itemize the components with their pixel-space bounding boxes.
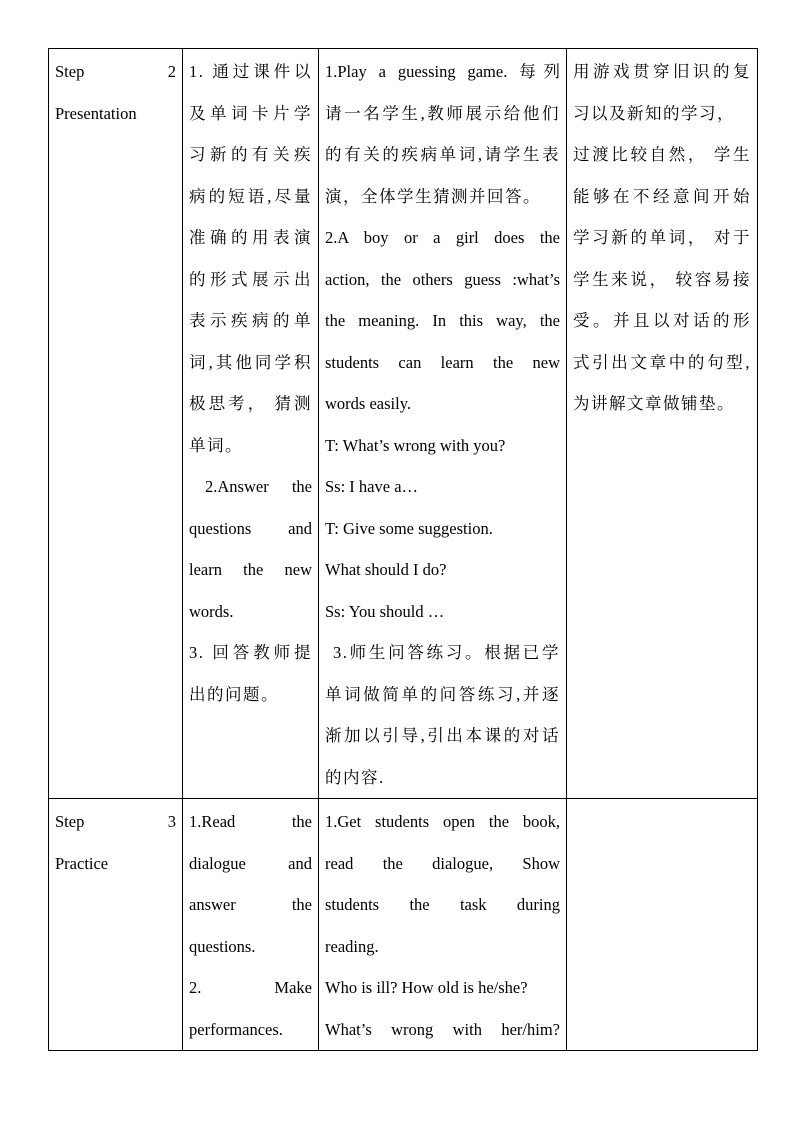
student-line: dialogue and xyxy=(189,853,312,873)
purpose-line: 为讲解文章做铺垫。 xyxy=(573,394,735,413)
step-number: 3 xyxy=(167,812,176,831)
teacher-line: T: What’s wrong with you? xyxy=(325,435,506,455)
teacher-line: 2.A boy or a girl does the xyxy=(325,228,560,247)
step-name: Practice xyxy=(55,853,109,873)
teacher-line: 请一名学生,教师展示给他们 xyxy=(325,103,560,123)
student-activity-cell xyxy=(183,49,319,799)
step-cell xyxy=(49,49,183,799)
table-row-step-2 xyxy=(49,49,758,799)
student-line: questions. xyxy=(189,936,256,956)
student-line: 准确的用表演 xyxy=(189,228,312,247)
step-cell xyxy=(49,799,183,1051)
student-line: 2. Make xyxy=(189,978,312,997)
teacher-line: T: Give some suggestion. xyxy=(325,518,493,538)
purpose-line: 过渡比较自然， 学生 xyxy=(573,145,751,164)
teacher-line: 的内容. xyxy=(325,767,385,787)
student-line: 单词。 xyxy=(189,435,243,455)
purpose-line: 学生来说， 较容易接 xyxy=(573,269,751,289)
teacher-activity-cell xyxy=(319,799,567,1051)
step-name: Presentation xyxy=(55,103,137,123)
step-label: Step xyxy=(55,62,85,81)
student-line: learn the new xyxy=(189,560,312,579)
student-line: 2.Answer the xyxy=(205,477,312,496)
teacher-line: 渐加以引导,引出本课的对话 xyxy=(325,726,560,745)
student-line: questions and xyxy=(189,518,312,538)
student-line: words. xyxy=(189,601,234,621)
student-line: 的形式展示出 xyxy=(189,269,312,289)
teacher-line: Who is ill? How old is he/she? xyxy=(325,978,528,997)
purpose-line: 受。并且以对话的形 xyxy=(573,311,751,330)
student-line: 病的短语,尽量 xyxy=(189,186,312,206)
purpose-line: 习以及新知的学习， xyxy=(573,103,735,123)
student-line: 习新的有关疾 xyxy=(189,145,312,164)
teacher-line: Ss: I have a… xyxy=(325,477,419,496)
purpose-line: 能够在不经意间开始 xyxy=(573,186,751,206)
student-line: performances. xyxy=(189,1019,283,1039)
teacher-line: What should I do? xyxy=(325,560,447,579)
student-line: 词,其他同学积 xyxy=(189,352,312,372)
purpose-line: 学习新的单词， 对于 xyxy=(573,228,751,247)
teacher-line: words easily. xyxy=(325,394,411,413)
teacher-line: read the dialogue, Show xyxy=(325,853,560,873)
teacher-line: students the task during xyxy=(325,895,560,914)
step-label: Step xyxy=(55,812,85,831)
teacher-line: the meaning. In this way, the xyxy=(325,311,560,330)
step-number: 2 xyxy=(167,62,176,81)
student-line: answer the xyxy=(189,895,312,914)
teacher-line: What’s wrong with her/him? xyxy=(325,1019,560,1039)
purpose-line: 式引出文章中的句型, xyxy=(573,352,751,372)
purpose-cell xyxy=(567,799,758,1051)
table-row-step-3 xyxy=(49,799,758,1051)
teacher-line: 单词做简单的问答练习,并逐 xyxy=(325,684,560,704)
purpose-line: 用游戏贯穿旧识的复 xyxy=(573,62,751,81)
student-line: 极思考， 猜测 xyxy=(189,394,312,413)
lesson-plan-table xyxy=(48,48,758,1051)
teacher-line: 1.Get students open the book, xyxy=(325,812,560,831)
purpose-cell xyxy=(567,49,758,799)
teacher-line: 演，全体学生猜测并回答。 xyxy=(325,186,541,206)
teacher-line: 的有关的疾病单词,请学生表 xyxy=(325,145,560,164)
teacher-line: action, the others guess :what’s xyxy=(325,269,560,289)
student-line: 出的问题。 xyxy=(189,684,279,704)
student-line: 表示疾病的单 xyxy=(189,311,312,330)
teacher-line: Ss: You should … xyxy=(325,601,445,621)
teacher-line: 1.Play a guessing game. 每列 xyxy=(325,62,560,81)
student-line: 1.Read the xyxy=(189,812,312,831)
student-line: 及单词卡片学 xyxy=(189,103,312,123)
teacher-activity-cell xyxy=(319,49,567,799)
teacher-line: 3.师生问答练习。根据已学 xyxy=(333,643,560,662)
teacher-line: students can learn the new xyxy=(325,352,560,372)
student-line: 3. 回答教师提 xyxy=(189,643,312,662)
teacher-line: reading. xyxy=(325,936,379,956)
student-line: 1. 通过课件以 xyxy=(189,62,312,81)
student-activity-cell xyxy=(183,799,319,1051)
